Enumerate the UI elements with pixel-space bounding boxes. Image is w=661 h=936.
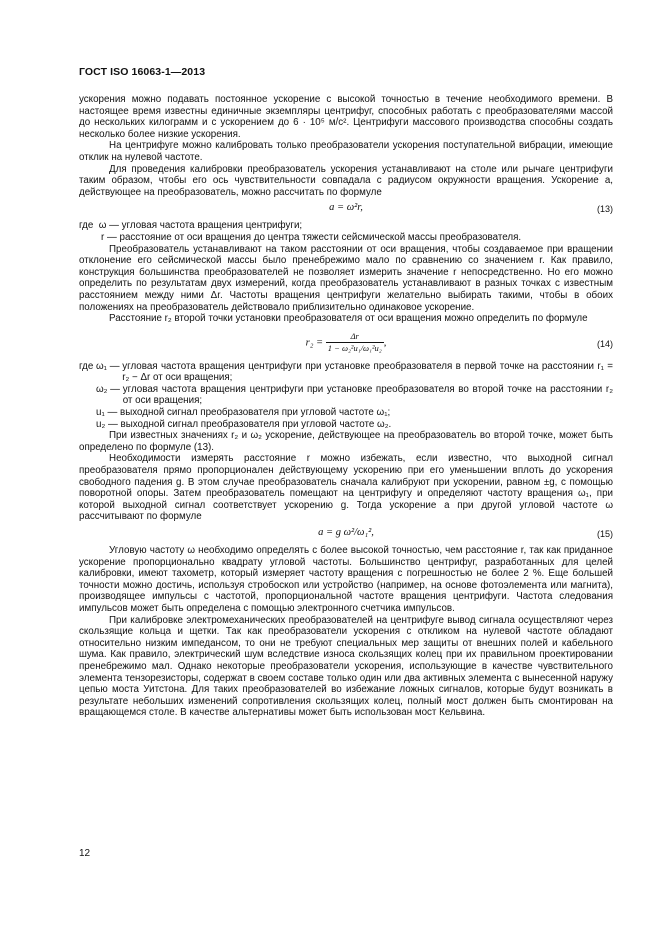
definition-u2 — [96, 419, 613, 431]
formula-13 — [79, 198, 613, 220]
definition-omega1-text: угловая частота вращения центрифуги при установке преобразователя в первой точке на расстоянии r₁ = r₂ − Δr от оси вращения; — [122, 360, 613, 384]
formula-14-lhs: r₂ = — [305, 337, 324, 349]
formula-14-numerator: Δr — [326, 331, 384, 344]
paragraph-9: При калибровке электромеханических преобразователей на центрифуге вывод сигнала осуществляют через скользящие кольца и щетки. Так как преобразователи ускорения с откликом на нулевой частоте обладают относительно низким импедансом, то они не требуют специальных мер защиты от внешних полей и кабельного шума. Как правило, электрический шум вследствие износа скользящих колец при их правильном проектировании пренебрежимо мал. Однако некоторые преобразователи ускорения, использующие в качестве чувствительного элемента тензорезисторы, содержат в своем составе только один или два активных элемента с вынесенной наружу цепью моста Уитстона. Для таких преобразователей во избежание ложных сигналов, которые будут возникать в результате небольших изменений сопротивления скользящих колец, полный мост должен быть смонтирован на вращающемся столе. В качестве альтернативы может быть использован мост Кельвина. — [79, 614, 613, 719]
definition-u2-symbol: u₂ — — [96, 418, 121, 430]
formula-14-denominator: 1 − ω₂²u₁/ω₁²u₂ — [327, 343, 382, 354]
definition-omega — [79, 220, 613, 232]
paragraph-8: Угловую частоту ω необходимо определять с более высокой точностью, чем расстояние r, так как приданное ускорение пропорционально квадрату угловой частоты. Большинство центрифуг, разработанных для целей калибровки, имеют тахометр, который измеряет частоту вращения с погрешностью не более 2 %. Еще большей точности можно достичь, используя стробоскоп или устройство (например, на основе фотоэлемента или магнита), производящее импульсы с частотой, пропорциональной частоте вращения центрифуги. Частота следования импульсов может быть определена с помощью электронного счетчика импульсов. — [79, 545, 613, 614]
paragraph-6: При известных значениях r₂ и ω₂ ускорение, действующее на преобразователь во второй точке, может быть определено по формуле (13). — [79, 430, 613, 453]
definition-r-symbol: r — — [101, 231, 120, 243]
definition-u1 — [96, 407, 613, 419]
formula-14-fraction — [326, 331, 384, 355]
paragraph-2: На центрифуге можно калибровать только преобразователи ускорения поступательной вибрации, имеющие отклик на нулевой частоте. — [79, 140, 613, 163]
formula-15-number: (15) — [596, 529, 613, 539]
definition-u2-text: выходной сигнал преобразователя при угловой частоте ω₂. — [120, 418, 392, 430]
formula-15 — [79, 523, 613, 545]
definition-u1-symbol: u₁ — — [96, 407, 120, 419]
running-header: ГОСТ ISO 16063-1—2013 — [79, 66, 206, 78]
definition-omega-text: угловая частота вращения центрифуги; — [121, 220, 303, 232]
formula-15-expression: a = g ω²/ω₁², — [318, 527, 374, 538]
formula-14 — [79, 325, 613, 361]
paragraph-4: Преобразователь устанавливают на таком расстоянии от оси вращения, чтобы создаваемое при вращении отклонение его сейсмической массы было пренебрежимо мало по сравнению со значением r. Как правило, конструкция большинства преобразователей не позволяет измерить значение r непосредственно. Но его можно определить по результатам двух измерений, когда преобразователь устанавливают в разных точках с известным расстоянием между ними Δr. Частоты вращения центрифуги желательно выбирать такими, чтобы в обоих положениях на преобразователь действовало приблизительно одинаковое ускорение. — [79, 243, 613, 313]
definition-omega1-symbol: где ω₁ — — [79, 360, 123, 372]
paragraph-7: Необходимости измерять расстояние r можно избежать, если известно, что выходной сигнал преобразователя прямо пропорционален действующему ускорению при его уменьшении вплоть до ускорения свободного падения g. В этом случае преобразователь сначала калибруют при ускорении, равном ±g, с помощью поворотной опоры. Затем преобразователь помещают на центрифугу и определяют частоту вращения ω₁, при которой выходной сигнал соответствует ускорению g. Тогда ускорение a при другой угловой частоте ω рассчитывают по формуле — [79, 453, 613, 523]
definition-omega1 — [79, 361, 613, 384]
formula-13-number: (13) — [596, 204, 613, 215]
paragraph-5: Расстояние r₂ второй точки установки преобразователя от оси вращения можно определить по формуле — [109, 313, 588, 325]
definition-r — [101, 232, 613, 244]
definition-r-text: расстояние от оси вращения до центра тяжести сейсмической массы преобразователя. — [119, 231, 522, 243]
formula-14-number: (14) — [596, 338, 613, 349]
definition-omega-symbol: где ω — — [79, 220, 122, 232]
definition-omega2 — [96, 384, 613, 407]
formula-13-expression: a = ω²r, — [329, 202, 363, 214]
body-text — [79, 94, 613, 719]
definition-omega2-symbol: ω₂ — — [96, 383, 123, 395]
paragraph-1: ускорения можно подавать постоянное ускорение с высокой точностью в течение необходимого времени. В настоящее время известны единичные экземпляры центрифуг, способных работать с преобразователями массой до нескольких килограмм и с ускорением до 6 · 10⁵ м/с². Центрифуги массового производства способны создать несколько более низкие ускорения. — [79, 94, 613, 140]
definition-omega2-text: угловая частота вращения центрифуги при установке преобразователя во второй точке на расстоянии r₂ от оси вращения; — [122, 383, 613, 407]
page-number: 12 — [79, 848, 91, 859]
definition-u1-text: выходной сигнал преобразователя при угловой частоте ω₁; — [120, 407, 391, 419]
paragraph-3: Для проведения калибровки преобразователь ускорения устанавливают на столе или рычаге центрифуги таким образом, чтобы его ось чувствительности совпадала с радиусом окружности вращения. Ускорение a, действующее на преобразователь, можно рассчитать по формуле — [79, 163, 613, 198]
formula-14-tail: , — [383, 337, 387, 349]
